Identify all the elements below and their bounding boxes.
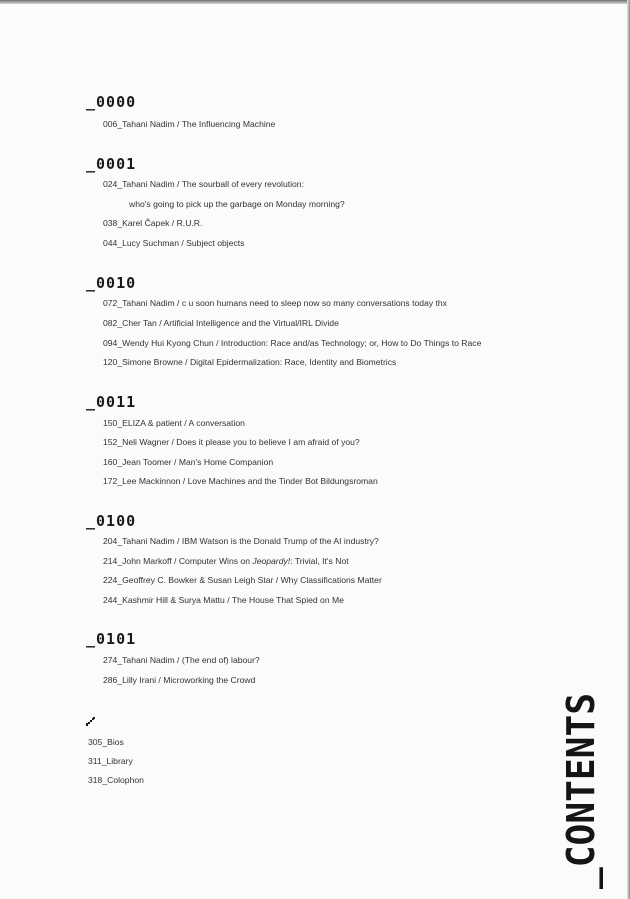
toc-entry-author: Wendy Hui Kyong Chun (122, 338, 214, 348)
toc-entry[interactable]: 044_Lucy Suchman / Subject objects (103, 238, 245, 248)
toc-entry-title: Artificial Intelligence and the Virtual/IRL Divide (163, 318, 339, 328)
toc-entry[interactable]: 094_Wendy Hui Kyong Chun / Introduction: Race and/as Technology; or, How to Do Things to Race (103, 338, 482, 348)
toc-entry-page: 150 (103, 418, 118, 428)
toc-entry[interactable]: 204_Tahani Nadim / IBM Watson is the Donald Trump of the AI industry? (103, 536, 379, 546)
toc-entry-author: Geoffrey C. Bowker & Susan Leigh Star (122, 575, 274, 585)
toc-entry-author: Simone Browne (122, 357, 183, 367)
toc-entry-page: 274 (103, 655, 118, 665)
toc-entry-author: John Markoff (122, 556, 172, 566)
toc-entry-title: R.U.R. (176, 218, 203, 228)
toc-entry-page: 286 (103, 675, 118, 685)
misc-entry-library[interactable]: 311_Library (88, 756, 133, 766)
toc-entry-title: Microworking the Crowd (163, 675, 256, 685)
toc-entry-author: Karel Čapek (122, 218, 170, 228)
misc-entry-colophon[interactable]: 318_Colophon (88, 775, 144, 785)
toc-entry[interactable]: 224_Geoffrey C. Bowker & Susan Leigh Star / Why Classifications Matter (103, 575, 382, 585)
toc-entry-author: Lucy Suchman (122, 238, 179, 248)
toc-entry-author: Neli Wagner (122, 437, 170, 447)
toc-entry-author: Cher Tan (122, 318, 157, 328)
toc-entry[interactable]: 006_Tahani Nadim / The Influencing Machine (103, 119, 276, 129)
toc-entry[interactable]: 160_Jean Toomer / Man's Home Companion (103, 457, 274, 467)
toc-entry-title: The Influencing Machine (181, 119, 276, 129)
toc-entry-page: 006 (103, 119, 118, 129)
toc-entry-title: Computer Wins on (178, 556, 253, 566)
toc-entry-title-italic: Jeopardy! (252, 556, 291, 566)
toc-entry-title: IBM Watson is the Donald Trump of the AI industry? (181, 536, 379, 546)
toc-entry-title: The sourball of every revolution: (181, 179, 304, 189)
toc-entry-author: Tahani Nadim (122, 536, 175, 546)
toc-entry-title: Man's Home Companion (178, 457, 274, 467)
contents-title (559, 683, 603, 891)
toc-entry-author: Tahani Nadim (122, 119, 175, 129)
toc-entry[interactable]: 024_Tahani Nadim / The sourball of every revolution: (103, 179, 304, 189)
toc-entry[interactable]: 152_Neli Wagner / Does it please you to believe I am afraid of you? (103, 437, 360, 447)
toc-entry-page: 152 (103, 437, 118, 447)
section-heading: _0011 (86, 393, 137, 411)
toc-entry-title: A conversation (188, 418, 245, 428)
toc-entry-author: Tahani Nadim (122, 179, 175, 189)
toc-entry-page: 172 (103, 476, 118, 486)
section-heading: _0001 (86, 155, 137, 173)
toc-entry-title: Introduction: Race and/as Technology; or, How to Do Things to Race (220, 338, 482, 348)
toc-entry-author: ELIZA & patient (122, 418, 182, 428)
contents-title-text: _CONTENTS (559, 683, 603, 889)
toc-entry[interactable]: 286_Lilly Irani / Microworking the Crowd (103, 675, 256, 685)
section-heading: _0100 (86, 512, 137, 530)
toc-entry[interactable]: 214_John Markoff / Computer Wins on Jeopardy!: Trivial, It's Not (103, 556, 349, 566)
toc-entry-author: Lee Mackinnon (122, 476, 181, 486)
toc-entry-page: 224 (103, 575, 118, 585)
toc-entry-author: Kashmir Hill & Surya Mattu (122, 595, 225, 605)
toc-entry-author: Lilly Irani (122, 675, 157, 685)
toc-entry-page: 204 (103, 536, 118, 546)
toc-entry[interactable]: 038_Karel Čapek / R.U.R. (103, 218, 203, 228)
toc-entry-title-continued: who's going to pick up the garbage on Monday morning? (129, 199, 345, 209)
toc-entry-author: Tahani Nadim (122, 298, 175, 308)
toc-entry-page: 160 (103, 457, 118, 467)
misc-entry-bios[interactable]: 305_Bios (88, 737, 124, 747)
section-heading: _0101 (86, 630, 137, 648)
toc-entry[interactable]: 274_Tahani Nadim / (The end of) labour? (103, 655, 260, 665)
toc-entry-page: 024 (103, 179, 118, 189)
toc-entry-page: 244 (103, 595, 118, 605)
toc-entry[interactable]: 150_ELIZA & patient / A conversation (103, 418, 245, 428)
toc-entry-title: c u soon humans need to sleep now so many conversations today thx (181, 298, 447, 308)
toc-entry[interactable]: 120_Simone Browne / Digital Epidermalization: Race, Identity and Biometrics (103, 357, 397, 367)
section-heading: _0010 (86, 274, 137, 292)
toc-entry-title: Does it please you to believe I am afraid of you? (176, 437, 360, 447)
toc-entry-page: 120 (103, 357, 118, 367)
toc-entry[interactable]: 172_Lee Mackinnon / Love Machines and the Tinder Bot Bildungsroman (103, 476, 378, 486)
toc-entry-page: 094 (103, 338, 118, 348)
toc-entry-page: 044 (103, 238, 118, 248)
toc-entry-page: 038 (103, 218, 118, 228)
toc-entry-author: Jean Toomer (122, 457, 172, 467)
toc-entry-title: (The end of) labour? (181, 655, 260, 665)
toc-entry[interactable]: 072_Tahani Nadim / c u soon humans need to sleep now so many conversations today thx (103, 298, 447, 308)
section-heading: _0000 (86, 93, 137, 111)
toc-entry-page: 072 (103, 298, 118, 308)
toc-entry-title: Subject objects (186, 238, 245, 248)
toc-entry-page: 082 (103, 318, 118, 328)
toc-entry-title: Love Machines and the Tinder Bot Bildungsroman (187, 476, 378, 486)
toc-entry-page: 214 (103, 556, 118, 566)
toc-entry-title: The House That Spied on Me (231, 595, 344, 605)
toc-entry[interactable]: 244_Kashmir Hill & Surya Mattu / The House That Spied on Me (103, 595, 344, 605)
toc-entry[interactable]: 082_Cher Tan / Artificial Intelligence and the Virtual/IRL Divide (103, 318, 339, 328)
toc-entry-author: Tahani Nadim (122, 655, 175, 665)
stair-step-icon (86, 717, 95, 726)
toc-entry-title: Digital Epidermalization: Race, Identity and Biometrics (189, 357, 397, 367)
toc-entry-title-rest: : Trivial, It's Not (290, 556, 349, 566)
toc-entry-title: Why Classifications Matter (280, 575, 382, 585)
